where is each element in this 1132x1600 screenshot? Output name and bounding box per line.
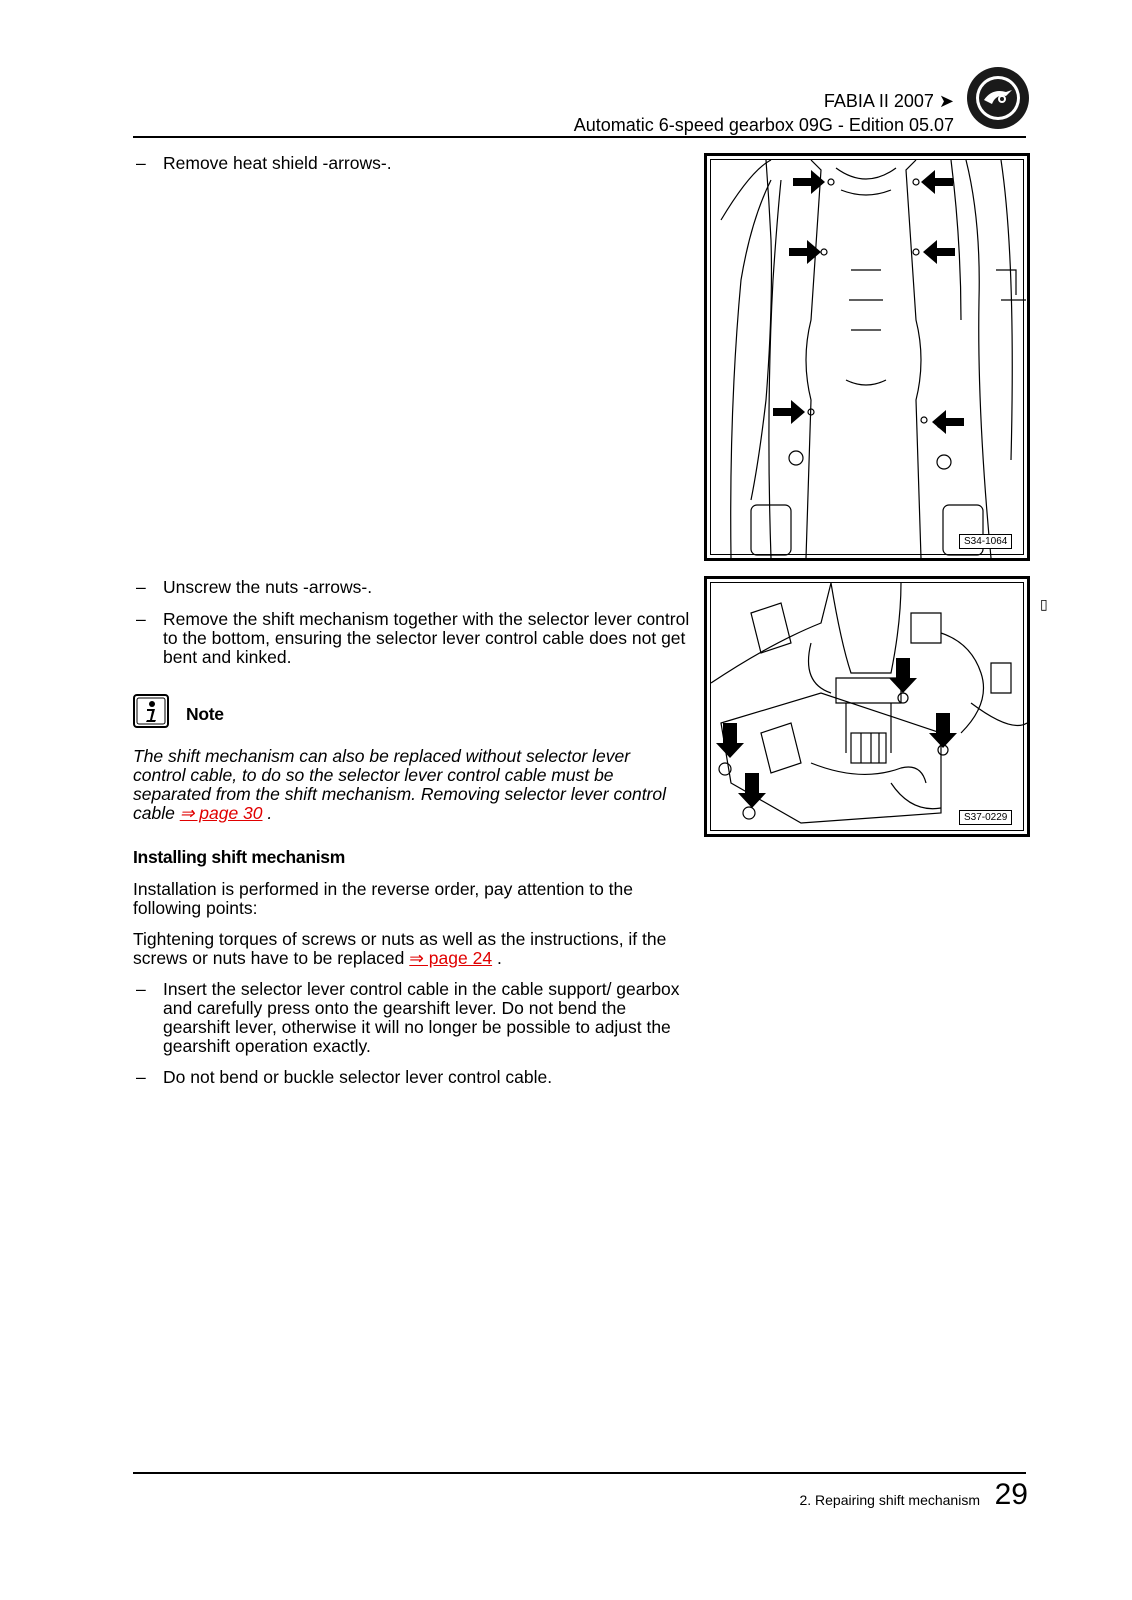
step-remove-shift-mechanism: [136, 610, 698, 667]
heat-shield-drawing: [711, 160, 1027, 558]
page-30-link[interactable]: ⇒ page 30: [179, 803, 263, 823]
bullet-dash: –: [136, 1067, 146, 1087]
shift-mechanism-drawing: [711, 583, 1027, 834]
figure-label-s34: S34-1064: [959, 534, 1012, 549]
step-unscrew-nuts: [136, 578, 703, 597]
step-text: Insert the selector lever control cable in the cable support/ gearbox and carefully press onto the gearshift lever. Do not bend the gearshift lever, otherwise it will no longer be possible to adjust the gearshift operation exactly.: [163, 979, 680, 1056]
step-text: Unscrew the nuts -arrows-.: [163, 577, 373, 597]
torque-text: Tightening torques of screws or nuts as well as the instructions, if the screws or nuts have to be replaced: [133, 929, 667, 968]
header-rule: [133, 136, 1026, 138]
note-title: Note: [186, 704, 224, 724]
install-heading: Installing shift mechanism: [133, 847, 345, 867]
step-text: Do not bend or buckle selector lever control cable.: [163, 1067, 553, 1087]
bullet-dash: –: [136, 153, 146, 173]
install-intro: Installation is performed in the reverse order, pay attention to the following points:: [133, 879, 634, 918]
bullet-dash: –: [136, 577, 146, 597]
step-text: Remove the shift mechanism together with the selector lever control to the bottom, ensuring the selector lever control cable does not get bent and kinked.: [163, 609, 690, 667]
page-24-link[interactable]: ⇒ page 24: [409, 948, 493, 968]
step-do-not-bend: [136, 1068, 703, 1087]
footer-rule: [133, 1472, 1026, 1474]
note-text: The shift mechanism can also be replaced without selector lever control cable, to do so the selector lever control cable must be separated from the shift mechanism. Removing selector lever control cable: [133, 746, 667, 823]
bullet-dash: –: [136, 609, 146, 629]
arrow-icons: [773, 170, 964, 434]
figure-shift-mechanism: [704, 576, 1030, 837]
figure-label-s37: S37-0229: [959, 810, 1012, 825]
footer-section: 2. Repairing shift mechanism: [799, 1492, 980, 1508]
header-subtitle: Automatic 6-speed gearbox 09G - Edition 05.07: [573, 115, 954, 135]
header-model: FABIA II 2007 ➤: [823, 91, 954, 111]
step-text: Remove heat shield -arrows-.: [163, 153, 392, 173]
torque-paragraph: [133, 930, 673, 968]
bullet-dash: –: [136, 979, 146, 999]
note-end: .: [267, 803, 273, 823]
torque-end: .: [496, 948, 502, 968]
skoda-logo: [966, 66, 1030, 130]
page-number: 29: [994, 1478, 1028, 1511]
note-body: [133, 747, 673, 823]
step-remove-heat-shield: [136, 154, 703, 173]
figure-heat-shield: [704, 153, 1030, 561]
note-icon: [133, 694, 169, 728]
step-insert-cable: [136, 980, 693, 1056]
margin-mark: ▯: [1040, 596, 1048, 612]
